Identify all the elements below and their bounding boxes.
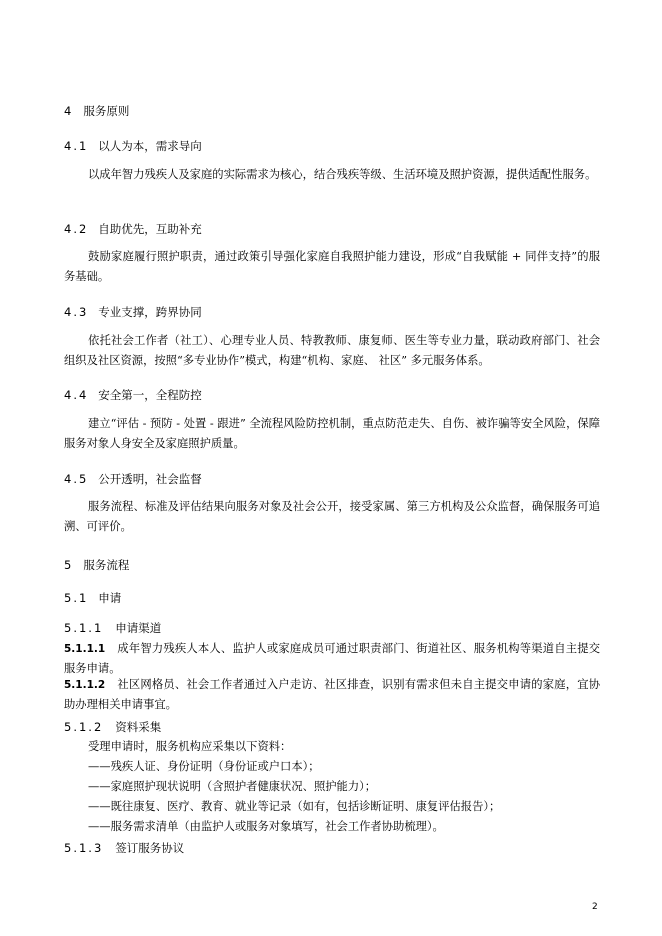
list-intro: 受理申请时，服务机构应采集以下资料： (88, 740, 292, 753)
paragraph-4-2: 鼓励家庭履行照护职责，通过政策引导强化家庭自我照护能力建设，形成“自我赋能 + 同伴支持”的服务基础。 (64, 250, 600, 283)
list-item: ——家庭照护现状说明（含照护者健康状况、照护能力）； (88, 780, 377, 793)
heading-4-4 (64, 388, 202, 402)
heading-5-1-3 (64, 841, 184, 855)
heading-4 (64, 104, 129, 118)
page-number: 2 (592, 902, 598, 912)
heading-5 (64, 558, 129, 572)
heading-number: 5.1.2 (64, 720, 104, 734)
heading-4-5 (64, 472, 202, 486)
heading-number: 4 (64, 104, 74, 118)
item-text: 成年智力残疾人本人、监护人或家庭成员可通过职责部门、街道社区、服务机构等渠道自主提交服务申请。 (64, 642, 600, 675)
heading-number: 5 (64, 558, 74, 572)
heading-4-2 (64, 222, 202, 236)
paragraph-4-1: 以成年智力残疾人及家庭的实际需求为核心，结合残疾等级、生活环境及照护资源，提供适配性服务。 (88, 168, 597, 181)
heading-number: 4.2 (64, 222, 89, 236)
heading-5-1-2 (64, 720, 161, 734)
item-5-1-1-2 (64, 675, 600, 715)
heading-title: 服务原则 (83, 104, 130, 118)
heading-title: 公开透明，社会监督 (98, 472, 202, 486)
heading-title: 以人为本，需求导向 (98, 139, 202, 153)
list-item: ——既往康复、医疗、教育、就业等记录（如有，包括诊断证明、康复评估报告）； (88, 800, 501, 813)
heading-title: 申请 (98, 591, 122, 605)
heading-5-1 (64, 591, 121, 605)
heading-title: 安全第一，全程防控 (98, 388, 202, 402)
heading-title: 申请渠道 (115, 621, 162, 635)
heading-4-1 (64, 139, 202, 153)
item-5-1-1-1 (64, 639, 600, 679)
paragraph-4-3: 依托社会工作者（社工）、心理专业人员、特教教师、康复师、医生等专业力量，联动政府部门、社会组织及社区资源，按照“多专业协作”模式，构建“机构、家庭、 社区” 多元服务体系。 (64, 334, 600, 367)
heading-title: 自助优先，互助补充 (98, 222, 202, 236)
list-item: ——服务需求清单（由监护人或服务对象填写，社会工作者协助梳理）。 (88, 820, 444, 833)
paragraph-4-5: 服务流程、标准及评估结果向服务对象及社会公开，接受家属、第三方机构及公众监督，确保服务可追溯、可评价。 (64, 500, 600, 533)
heading-number: 5.1.3 (64, 841, 104, 855)
heading-number: 4.3 (64, 305, 89, 319)
item-number: 5.1.1.2 (64, 679, 106, 691)
item-text: 社区网格员、社会工作者通过入户走访、社区排查，识别有需求但未自主提交申请的家庭，宜协助办理相关申请事宜。 (64, 678, 600, 711)
heading-number: 4.5 (64, 472, 89, 486)
heading-title: 资料采集 (115, 720, 162, 734)
heading-title: 服务流程 (83, 558, 130, 572)
item-number: 5.1.1.1 (64, 643, 106, 655)
heading-number: 4.4 (64, 388, 89, 402)
heading-title: 签订服务协议 (115, 841, 185, 855)
heading-4-3 (64, 305, 202, 319)
heading-number: 4.1 (64, 139, 89, 153)
heading-number: 5.1.1 (64, 621, 104, 635)
materials-list (88, 737, 500, 837)
heading-number: 5.1 (64, 591, 89, 605)
list-item: ——残疾人证、身份证明（身份证或户口本）； (88, 760, 320, 773)
heading-5-1-1 (64, 621, 161, 635)
paragraph-4-4: 建立“评估 - 预防 - 处置 - 跟进” 全流程风险防控机制，重点防范走失、自伤、被诈骗等安全风险，保障服务对象人身安全及家庭照护质量。 (64, 417, 600, 450)
heading-title: 专业支撑，跨界协同 (98, 305, 202, 319)
